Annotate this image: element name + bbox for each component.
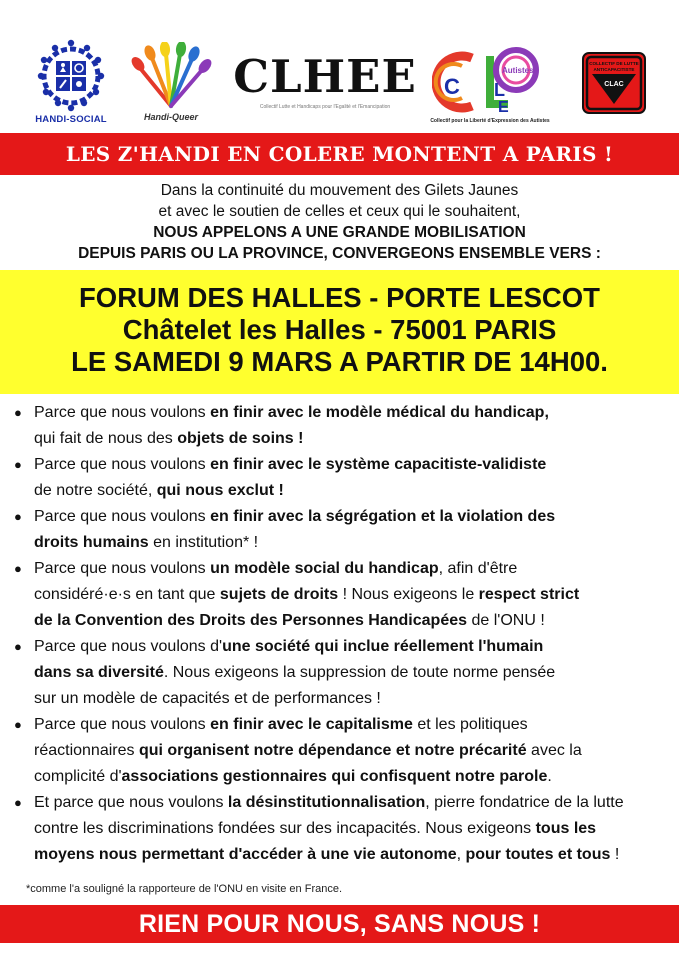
emphasis-text: moyens nous permettant d'accéder à une vie autonome: [34, 846, 457, 863]
body-text: considéré·e·s en tant que: [34, 586, 220, 603]
body-text: contre les discriminations fondées sur des incapacités. Nous exigeons: [34, 820, 536, 837]
list-item-line: [34, 634, 674, 660]
cle-letter-c: C: [444, 74, 460, 99]
emphasis-text: pour toutes et tous: [465, 846, 611, 863]
logo-strip: [0, 0, 679, 132]
clhee-logo: [232, 50, 418, 118]
cle-autistes-logo: [430, 46, 550, 126]
bullet-dot-icon: ●: [14, 561, 22, 576]
intro-line-2: et avec le soutien de celles et ceux qui le souhaitent,: [158, 203, 521, 220]
body-text: de l'ONU !: [467, 612, 545, 629]
cle-badge-text: Autistes: [502, 66, 534, 75]
body-text: avec la: [526, 742, 582, 759]
body-text: qui fait de nous des: [34, 430, 178, 447]
rainbow-spoons-icon: [128, 42, 214, 112]
intro-line-3: NOUS APPELONS A UNE GRANDE MOBILISATION: [153, 224, 526, 241]
bullet-dot-icon: ●: [14, 405, 22, 420]
emphasis-text: qui nous exclut !: [156, 482, 284, 499]
bottom-banner-slogan: RIEN POUR NOUS, SANS NOUS !: [0, 905, 679, 943]
body-text: .: [547, 768, 552, 785]
emphasis-text: respect strict: [478, 586, 580, 603]
list-item-line: [34, 400, 674, 426]
body-text: Parce que nous voulons: [34, 560, 211, 577]
intro-line-1: Dans la continuité du mouvement des Gilets Jaunes: [160, 182, 519, 199]
cle-rainbow-icon: [432, 46, 544, 118]
clac-triangle-icon: [582, 52, 646, 114]
list-item: [14, 634, 674, 712]
emphasis-text: droits humains: [34, 534, 149, 551]
list-item: [14, 452, 674, 504]
clac-logo: [582, 52, 646, 114]
location-box: [0, 270, 679, 394]
emphasis-text: en finir avec le système capacitiste-validiste: [210, 456, 547, 473]
body-text: Parce que nous voulons: [34, 508, 211, 525]
handi-social-logo: [30, 38, 112, 126]
list-item-line: [34, 556, 674, 582]
list-item: [14, 790, 674, 868]
top-banner-title: LES Z'HANDI EN COLERE MONTENT A PARIS !: [0, 133, 679, 175]
emphasis-text: qui organisent notre dépendance et notre précarité: [138, 742, 527, 759]
body-text: et les politiques: [412, 716, 528, 733]
list-item-line: [34, 738, 674, 764]
cle-subtitle: Collectif pour la Liberté d'Expression des Autistes: [430, 118, 550, 124]
list-item-line: [34, 816, 674, 842]
body-text: , afin d'être: [438, 560, 518, 577]
handi-social-label: HANDI-SOCIAL: [35, 114, 107, 125]
body-text: Parce que nous voulons d': [34, 638, 223, 655]
list-item-line: [34, 764, 674, 790]
emphasis-text: tous les: [535, 820, 597, 837]
emphasis-text: de la Convention des Droits des Personnes Handicapées: [34, 612, 468, 629]
body-text: Parce que nous voulons: [34, 716, 211, 733]
body-text: complicité d': [34, 768, 122, 785]
bullet-dot-icon: ●: [14, 795, 22, 810]
list-item-line: [34, 660, 674, 686]
emphasis-text: un modèle social du handicap: [210, 560, 439, 577]
cle-letter-e: E: [498, 99, 509, 116]
body-text: ! Nous exigeons le: [338, 586, 479, 603]
list-item-line: [34, 582, 674, 608]
body-text: réactionnaires: [34, 742, 139, 759]
list-item-line: [34, 790, 674, 816]
footnote: *comme l'a souligné la rapporteure de l'ONU en visite en France.: [26, 883, 343, 895]
emphasis-text: dans sa diversité: [34, 664, 164, 681]
location-line-2: Châtelet les Halles - 75001 PARIS: [122, 314, 557, 345]
list-item-line: [34, 686, 674, 712]
location-line-3: LE SAMEDI 9 MARS A PARTIR DE 14H00.: [71, 346, 608, 377]
list-item-line: [34, 504, 674, 530]
handi-queer-label: Handi-Queer: [143, 112, 198, 122]
clhee-title: CLHEE: [233, 50, 417, 103]
list-item-line: [34, 478, 674, 504]
body-text: Parce que nous voulons: [34, 404, 211, 421]
bullet-dot-icon: ●: [14, 509, 22, 524]
list-item-line: [34, 426, 674, 452]
handi-social-circle-icon: [30, 38, 112, 114]
emphasis-text: objets de soins !: [177, 430, 304, 447]
bullet-dot-icon: ●: [14, 639, 22, 654]
bullet-dot-icon: ●: [14, 717, 22, 732]
clac-short: CLAC: [604, 81, 624, 88]
body-text: ,: [456, 846, 466, 863]
list-item: [14, 556, 674, 634]
body-text: de notre société,: [34, 482, 157, 499]
handi-queer-logo: [128, 42, 214, 126]
intro-line-4: DEPUIS PARIS OU LA PROVINCE, CONVERGEONS ENSEMBLE VERS :: [78, 245, 601, 262]
body-text: en institution* !: [148, 534, 259, 551]
body-text: sur un modèle de capacités et de performances !: [34, 690, 381, 707]
list-item-line: [34, 452, 674, 478]
body-text: , pierre fondatrice de la lutte: [425, 794, 624, 811]
emphasis-text: une société qui inclue réellement l'humain: [222, 638, 544, 655]
location-line-1: FORUM DES HALLES - PORTE LESCOT: [79, 282, 600, 313]
intro-text: [0, 180, 679, 264]
body-text: !: [610, 846, 620, 863]
body-text: Parce que nous voulons: [34, 456, 211, 473]
list-item: [14, 504, 674, 556]
demands-list: [14, 400, 674, 868]
list-item: [14, 400, 674, 452]
body-text: Et parce que nous voulons: [34, 794, 228, 811]
cle-letter-l: L: [494, 80, 505, 100]
list-item-line: [34, 842, 674, 868]
emphasis-text: en finir avec le modèle médical du handicap,: [210, 404, 549, 421]
clac-line-2: ANTICAPACITISTE: [593, 67, 635, 72]
list-item-line: [34, 608, 674, 634]
emphasis-text: en finir avec le capitalisme: [210, 716, 413, 733]
bullet-dot-icon: ●: [14, 457, 22, 472]
emphasis-text: sujets de droits: [219, 586, 339, 603]
list-item-line: [34, 712, 674, 738]
list-item: [14, 712, 674, 790]
emphasis-text: la désinstitutionnalisation: [227, 794, 426, 811]
clac-line-1: COLLECTIF DE LUTTE: [589, 61, 639, 66]
list-item-line: [34, 530, 674, 556]
body-text: . Nous exigeons la suppression de toute norme pensée: [163, 664, 556, 681]
clhee-subtitle: Collectif Lutte et Handicaps pour l'Egalité et l'Emancipation: [259, 104, 391, 110]
emphasis-text: associations gestionnaires qui confisquent notre parole: [121, 768, 548, 785]
emphasis-text: en finir avec la ségrégation et la violation des: [210, 508, 556, 525]
